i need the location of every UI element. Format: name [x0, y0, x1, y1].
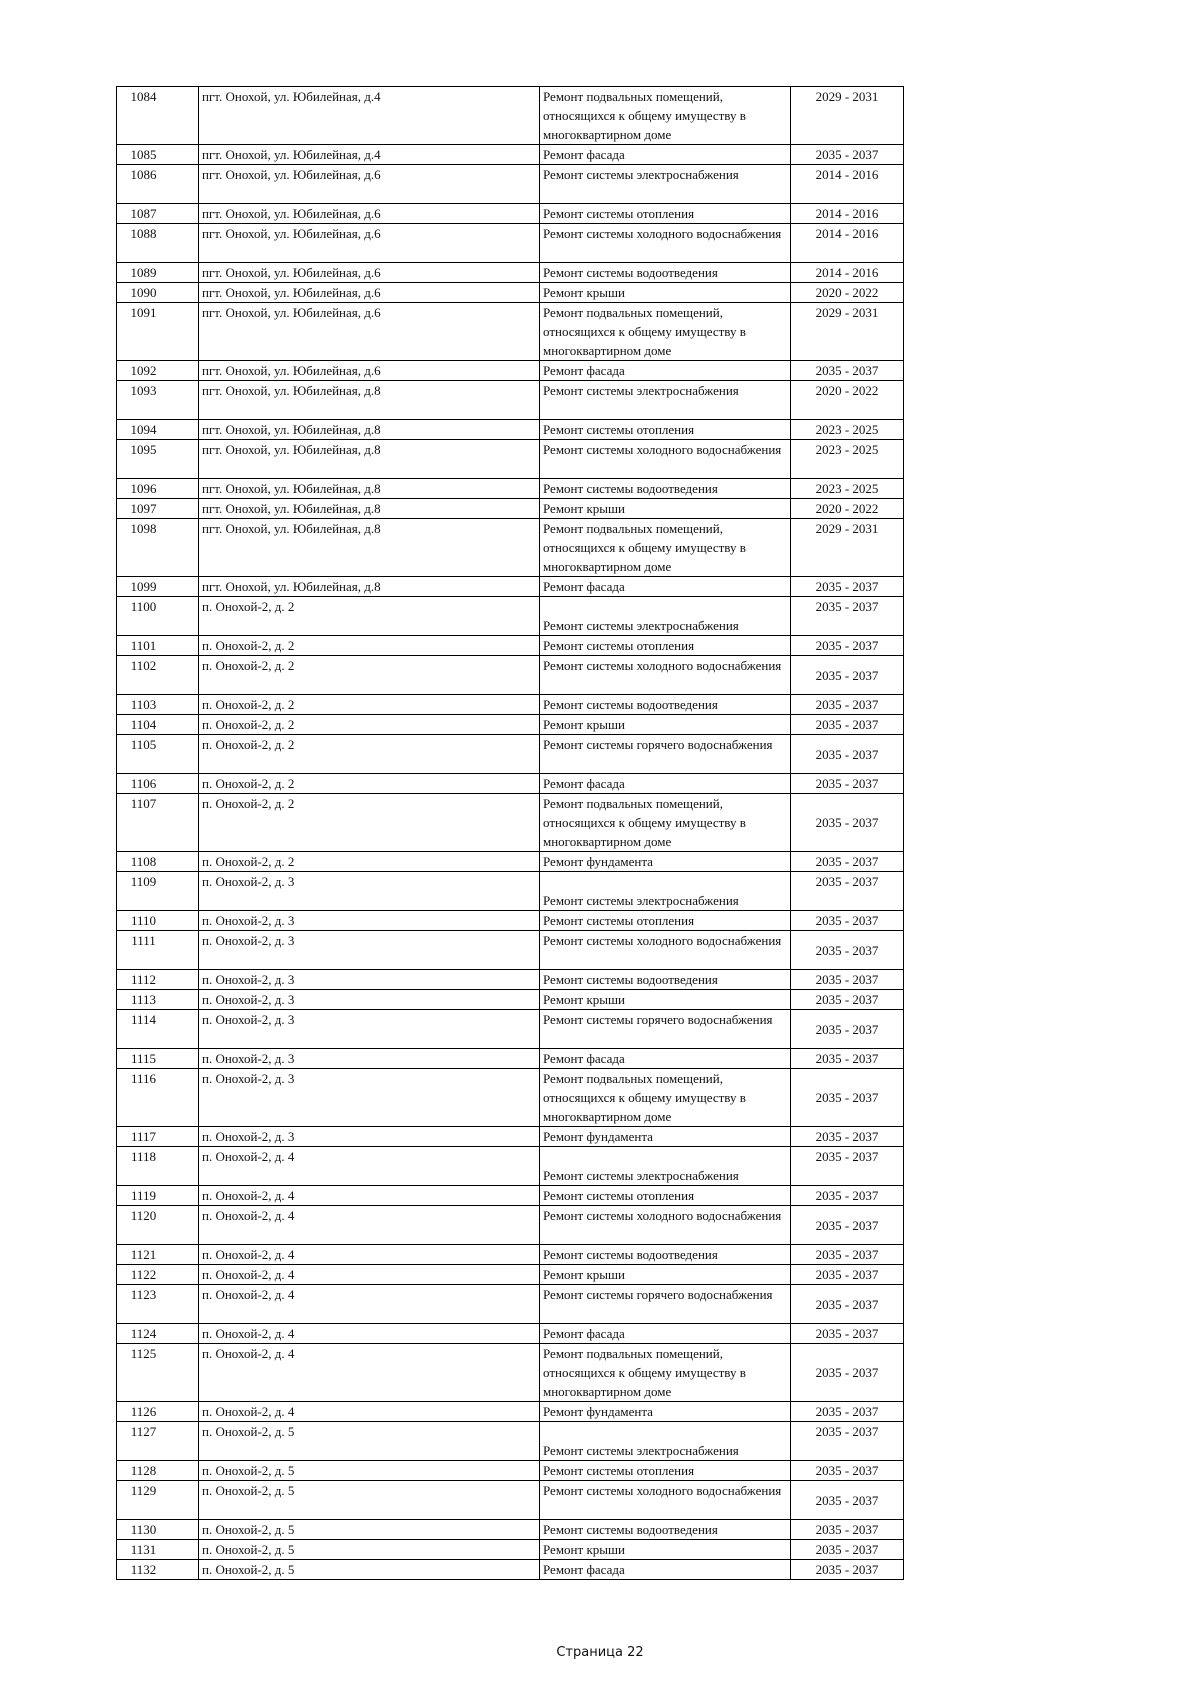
row-address: пгт. Онохой, ул. Юбилейная, д.8 [199, 381, 540, 420]
row-period: 2020 - 2022 [791, 499, 904, 519]
table-row [117, 204, 904, 224]
row-work-type: Ремонт системы водоотведения [540, 1245, 791, 1265]
row-period: 2035 - 2037 [791, 1540, 904, 1560]
row-number: 1112 [117, 970, 199, 990]
table-row [117, 1265, 904, 1285]
row-number: 1125 [117, 1344, 199, 1402]
row-address: п. Онохой-2, д. 2 [199, 597, 540, 636]
row-period: 2029 - 2031 [791, 87, 904, 145]
row-number: 1114 [117, 1010, 199, 1049]
row-address: пгт. Онохой, ул. Юбилейная, д.6 [199, 165, 540, 204]
table-row [117, 1127, 904, 1147]
row-address: п. Онохой-2, д. 5 [199, 1461, 540, 1481]
row-work-type: Ремонт системы водоотведения [540, 479, 791, 499]
row-period: 2035 - 2037 [791, 1127, 904, 1147]
row-period: 2035 - 2037 [791, 1324, 904, 1344]
row-work-type: Ремонт крыши [540, 283, 791, 303]
row-work-type: Ремонт фасада [540, 577, 791, 597]
row-period: 2035 - 2037 [791, 931, 904, 970]
row-number: 1085 [117, 145, 199, 165]
row-work-type: Ремонт системы холодного водоснабжения [540, 1481, 791, 1520]
row-number: 1094 [117, 420, 199, 440]
table-row [117, 1422, 904, 1461]
row-work-type: Ремонт фасада [540, 1560, 791, 1580]
row-number: 1106 [117, 774, 199, 794]
row-address: п. Онохой-2, д. 3 [199, 1127, 540, 1147]
repair-schedule-table [116, 86, 904, 1580]
table-row [117, 1010, 904, 1049]
row-work-type: Ремонт системы горячего водоснабжения [540, 1285, 791, 1324]
row-period: 2035 - 2037 [791, 695, 904, 715]
row-work-type: Ремонт фасада [540, 774, 791, 794]
row-address: пгт. Онохой, ул. Юбилейная, д.8 [199, 440, 540, 479]
row-work-type: Ремонт системы отопления [540, 1186, 791, 1206]
row-number: 1115 [117, 1049, 199, 1069]
table-row [117, 990, 904, 1010]
row-work-type: Ремонт системы отопления [540, 636, 791, 656]
row-number: 1108 [117, 852, 199, 872]
table-row [117, 1344, 904, 1402]
row-address: п. Онохой-2, д. 3 [199, 911, 540, 931]
row-period: 2023 - 2025 [791, 420, 904, 440]
table-row [117, 165, 904, 204]
row-number: 1093 [117, 381, 199, 420]
row-work-type: Ремонт крыши [540, 499, 791, 519]
row-period: 2035 - 2037 [791, 852, 904, 872]
row-work-type: Ремонт подвальных помещений, относящихся к общему имуществу в многоквартирном доме [540, 1069, 791, 1127]
row-work-type: Ремонт фасада [540, 1049, 791, 1069]
row-number: 1131 [117, 1540, 199, 1560]
row-address: пгт. Онохой, ул. Юбилейная, д.6 [199, 263, 540, 283]
table-row [117, 774, 904, 794]
row-number: 1122 [117, 1265, 199, 1285]
row-work-type: Ремонт системы водоотведения [540, 695, 791, 715]
row-address: п. Онохой-2, д. 3 [199, 1049, 540, 1069]
row-number: 1123 [117, 1285, 199, 1324]
row-period: 2014 - 2016 [791, 204, 904, 224]
row-address: пгт. Онохой, ул. Юбилейная, д.8 [199, 420, 540, 440]
row-period: 2020 - 2022 [791, 283, 904, 303]
table-body [117, 87, 904, 1580]
row-period: 2035 - 2037 [791, 1206, 904, 1245]
row-address: п. Онохой-2, д. 5 [199, 1560, 540, 1580]
table-row [117, 1520, 904, 1540]
row-period: 2035 - 2037 [791, 970, 904, 990]
table-row [117, 1186, 904, 1206]
row-number: 1110 [117, 911, 199, 931]
row-address: п. Онохой-2, д. 5 [199, 1422, 540, 1461]
row-work-type: Ремонт системы водоотведения [540, 263, 791, 283]
row-number: 1118 [117, 1147, 199, 1186]
row-number: 1116 [117, 1069, 199, 1127]
row-number: 1117 [117, 1127, 199, 1147]
row-address: п. Онохой-2, д. 4 [199, 1147, 540, 1186]
row-period: 2023 - 2025 [791, 440, 904, 479]
row-number: 1089 [117, 263, 199, 283]
table-row [117, 695, 904, 715]
row-number: 1105 [117, 735, 199, 774]
row-period: 2035 - 2037 [791, 1560, 904, 1580]
row-work-type: Ремонт системы холодного водоснабжения [540, 1206, 791, 1245]
row-address: п. Онохой-2, д. 2 [199, 636, 540, 656]
row-number: 1098 [117, 519, 199, 577]
row-number: 1130 [117, 1520, 199, 1540]
table-row [117, 1285, 904, 1324]
row-address: пгт. Онохой, ул. Юбилейная, д.8 [199, 577, 540, 597]
table-row [117, 1147, 904, 1186]
row-number: 1132 [117, 1560, 199, 1580]
row-work-type: Ремонт подвальных помещений, относящихся к общему имуществу в многоквартирном доме [540, 87, 791, 145]
row-period: 2035 - 2037 [791, 1422, 904, 1461]
row-number: 1129 [117, 1481, 199, 1520]
row-period: 2035 - 2037 [791, 361, 904, 381]
row-work-type: Ремонт подвальных помещений, относящихся к общему имуществу в многоквартирном доме [540, 519, 791, 577]
table-row [117, 440, 904, 479]
row-work-type: Ремонт системы водоотведения [540, 1520, 791, 1540]
table-row [117, 715, 904, 735]
row-work-type: Ремонт фундамента [540, 852, 791, 872]
table-row [117, 303, 904, 361]
row-address: пгт. Онохой, ул. Юбилейная, д.8 [199, 519, 540, 577]
row-number: 1088 [117, 224, 199, 263]
row-period: 2014 - 2016 [791, 263, 904, 283]
row-period: 2035 - 2037 [791, 145, 904, 165]
table-row [117, 479, 904, 499]
table-row [117, 1245, 904, 1265]
row-number: 1113 [117, 990, 199, 1010]
row-period: 2035 - 2037 [791, 1069, 904, 1127]
table-row [117, 1206, 904, 1245]
table-row [117, 1560, 904, 1580]
row-period: 2035 - 2037 [791, 1285, 904, 1324]
row-period: 2035 - 2037 [791, 1186, 904, 1206]
row-address: пгт. Онохой, ул. Юбилейная, д.8 [199, 499, 540, 519]
row-period: 2029 - 2031 [791, 303, 904, 361]
row-work-type: Ремонт системы электроснабжения [540, 165, 791, 204]
table-row [117, 735, 904, 774]
row-number: 1104 [117, 715, 199, 735]
table-row [117, 794, 904, 852]
row-number: 1109 [117, 872, 199, 911]
row-number: 1091 [117, 303, 199, 361]
row-work-type: Ремонт системы горячего водоснабжения [540, 1010, 791, 1049]
row-address: п. Онохой-2, д. 4 [199, 1245, 540, 1265]
row-address: п. Онохой-2, д. 4 [199, 1402, 540, 1422]
row-address: п. Онохой-2, д. 4 [199, 1324, 540, 1344]
row-period: 2014 - 2016 [791, 224, 904, 263]
row-work-type: Ремонт подвальных помещений, относящихся к общему имуществу в многоквартирном доме [540, 794, 791, 852]
row-number: 1120 [117, 1206, 199, 1245]
row-work-type: Ремонт системы электроснабжения [540, 1422, 791, 1461]
row-work-type: Ремонт крыши [540, 990, 791, 1010]
table-row [117, 1069, 904, 1127]
row-address: п. Онохой-2, д. 2 [199, 852, 540, 872]
row-period: 2035 - 2037 [791, 1245, 904, 1265]
row-work-type: Ремонт системы электроснабжения [540, 381, 791, 420]
row-period: 2035 - 2037 [791, 1265, 904, 1285]
row-work-type: Ремонт системы отопления [540, 420, 791, 440]
row-work-type: Ремонт системы электроснабжения [540, 872, 791, 911]
row-period: 2035 - 2037 [791, 597, 904, 636]
row-number: 1127 [117, 1422, 199, 1461]
row-period: 2035 - 2037 [791, 1461, 904, 1481]
row-period: 2035 - 2037 [791, 1344, 904, 1402]
row-address: пгт. Онохой, ул. Юбилейная, д.6 [199, 283, 540, 303]
row-work-type: Ремонт подвальных помещений, относящихся к общему имуществу в многоквартирном доме [540, 303, 791, 361]
row-period: 2035 - 2037 [791, 1049, 904, 1069]
row-work-type: Ремонт системы отопления [540, 204, 791, 224]
row-work-type: Ремонт системы холодного водоснабжения [540, 224, 791, 263]
row-period: 2035 - 2037 [791, 715, 904, 735]
row-address: пгт. Онохой, ул. Юбилейная, д.6 [199, 224, 540, 263]
row-number: 1095 [117, 440, 199, 479]
row-address: п. Онохой-2, д. 2 [199, 656, 540, 695]
row-period: 2035 - 2037 [791, 1147, 904, 1186]
table-row [117, 1540, 904, 1560]
row-number: 1128 [117, 1461, 199, 1481]
row-address: п. Онохой-2, д. 5 [199, 1540, 540, 1560]
row-work-type: Ремонт фундамента [540, 1402, 791, 1422]
row-address: п. Онохой-2, д. 4 [199, 1186, 540, 1206]
row-number: 1096 [117, 479, 199, 499]
row-address: п. Онохой-2, д. 4 [199, 1285, 540, 1324]
table-row [117, 931, 904, 970]
row-period: 2035 - 2037 [791, 794, 904, 852]
table-row [117, 361, 904, 381]
row-period: 2035 - 2037 [791, 636, 904, 656]
row-work-type: Ремонт крыши [540, 1265, 791, 1285]
row-address: пгт. Онохой, ул. Юбилейная, д.8 [199, 479, 540, 499]
table-row [117, 597, 904, 636]
row-work-type: Ремонт системы холодного водоснабжения [540, 440, 791, 479]
row-number: 1126 [117, 1402, 199, 1422]
row-number: 1090 [117, 283, 199, 303]
row-address: п. Онохой-2, д. 2 [199, 774, 540, 794]
row-number: 1107 [117, 794, 199, 852]
table-row [117, 381, 904, 420]
table-row [117, 87, 904, 145]
row-period: 2035 - 2037 [791, 1402, 904, 1422]
row-period: 2035 - 2037 [791, 990, 904, 1010]
row-work-type: Ремонт системы отопления [540, 1461, 791, 1481]
row-period: 2035 - 2037 [791, 735, 904, 774]
row-period: 2035 - 2037 [791, 656, 904, 695]
table-row [117, 852, 904, 872]
row-address: п. Онохой-2, д. 2 [199, 794, 540, 852]
row-number: 1084 [117, 87, 199, 145]
row-work-type: Ремонт системы электроснабжения [540, 1147, 791, 1186]
row-period: 2035 - 2037 [791, 1520, 904, 1540]
table-row [117, 577, 904, 597]
row-period: 2035 - 2037 [791, 1481, 904, 1520]
row-period: 2035 - 2037 [791, 577, 904, 597]
row-work-type: Ремонт системы электроснабжения [540, 597, 791, 636]
row-address: пгт. Онохой, ул. Юбилейная, д.6 [199, 303, 540, 361]
row-address: п. Онохой-2, д. 3 [199, 970, 540, 990]
row-period: 2035 - 2037 [791, 774, 904, 794]
row-number: 1124 [117, 1324, 199, 1344]
row-work-type: Ремонт системы холодного водоснабжения [540, 931, 791, 970]
row-work-type: Ремонт системы горячего водоснабжения [540, 735, 791, 774]
row-period: 2020 - 2022 [791, 381, 904, 420]
row-work-type: Ремонт крыши [540, 715, 791, 735]
table-row [117, 283, 904, 303]
row-number: 1086 [117, 165, 199, 204]
row-number: 1111 [117, 931, 199, 970]
row-number: 1103 [117, 695, 199, 715]
row-work-type: Ремонт фасада [540, 145, 791, 165]
row-period: 2029 - 2031 [791, 519, 904, 577]
row-period: 2035 - 2037 [791, 872, 904, 911]
row-period: 2035 - 2037 [791, 911, 904, 931]
row-work-type: Ремонт подвальных помещений, относящихся к общему имуществу в многоквартирном доме [540, 1344, 791, 1402]
table-row [117, 1402, 904, 1422]
row-address: п. Онохой-2, д. 2 [199, 715, 540, 735]
row-number: 1099 [117, 577, 199, 597]
row-work-type: Ремонт фасада [540, 361, 791, 381]
row-period: 2035 - 2037 [791, 1010, 904, 1049]
row-work-type: Ремонт фасада [540, 1324, 791, 1344]
row-number: 1101 [117, 636, 199, 656]
row-work-type: Ремонт крыши [540, 1540, 791, 1560]
table-row [117, 636, 904, 656]
table-row [117, 1049, 904, 1069]
row-address: п. Онохой-2, д. 2 [199, 695, 540, 715]
row-address: п. Онохой-2, д. 3 [199, 990, 540, 1010]
row-address: п. Онохой-2, д. 5 [199, 1481, 540, 1520]
table-row [117, 1461, 904, 1481]
row-address: п. Онохой-2, д. 3 [199, 1069, 540, 1127]
row-number: 1087 [117, 204, 199, 224]
row-address: пгт. Онохой, ул. Юбилейная, д.6 [199, 361, 540, 381]
page-number: Страница 22 [556, 1645, 644, 1660]
row-address: п. Онохой-2, д. 3 [199, 1010, 540, 1049]
row-address: п. Онохой-2, д. 4 [199, 1344, 540, 1402]
table-row [117, 420, 904, 440]
row-address: п. Онохой-2, д. 4 [199, 1206, 540, 1245]
table-row [117, 519, 904, 577]
row-number: 1097 [117, 499, 199, 519]
table-row [117, 872, 904, 911]
row-address: пгт. Онохой, ул. Юбилейная, д.4 [199, 87, 540, 145]
table-row [117, 911, 904, 931]
row-period: 2023 - 2025 [791, 479, 904, 499]
table-row [117, 656, 904, 695]
row-address: п. Онохой-2, д. 2 [199, 735, 540, 774]
row-work-type: Ремонт системы отопления [540, 911, 791, 931]
row-address: п. Онохой-2, д. 3 [199, 931, 540, 970]
table-row [117, 499, 904, 519]
row-address: пгт. Онохой, ул. Юбилейная, д.4 [199, 145, 540, 165]
table-row [117, 145, 904, 165]
row-number: 1121 [117, 1245, 199, 1265]
row-address: п. Онохой-2, д. 5 [199, 1520, 540, 1540]
row-address: п. Онохой-2, д. 4 [199, 1265, 540, 1285]
row-number: 1119 [117, 1186, 199, 1206]
row-work-type: Ремонт системы холодного водоснабжения [540, 656, 791, 695]
table-row [117, 970, 904, 990]
table-row [117, 224, 904, 263]
table-row [117, 1324, 904, 1344]
row-address: пгт. Онохой, ул. Юбилейная, д.6 [199, 204, 540, 224]
table-row [117, 263, 904, 283]
row-number: 1102 [117, 656, 199, 695]
table-row [117, 1481, 904, 1520]
row-work-type: Ремонт фундамента [540, 1127, 791, 1147]
row-number: 1100 [117, 597, 199, 636]
row-number: 1092 [117, 361, 199, 381]
row-address: п. Онохой-2, д. 3 [199, 872, 540, 911]
row-work-type: Ремонт системы водоотведения [540, 970, 791, 990]
row-period: 2014 - 2016 [791, 165, 904, 204]
